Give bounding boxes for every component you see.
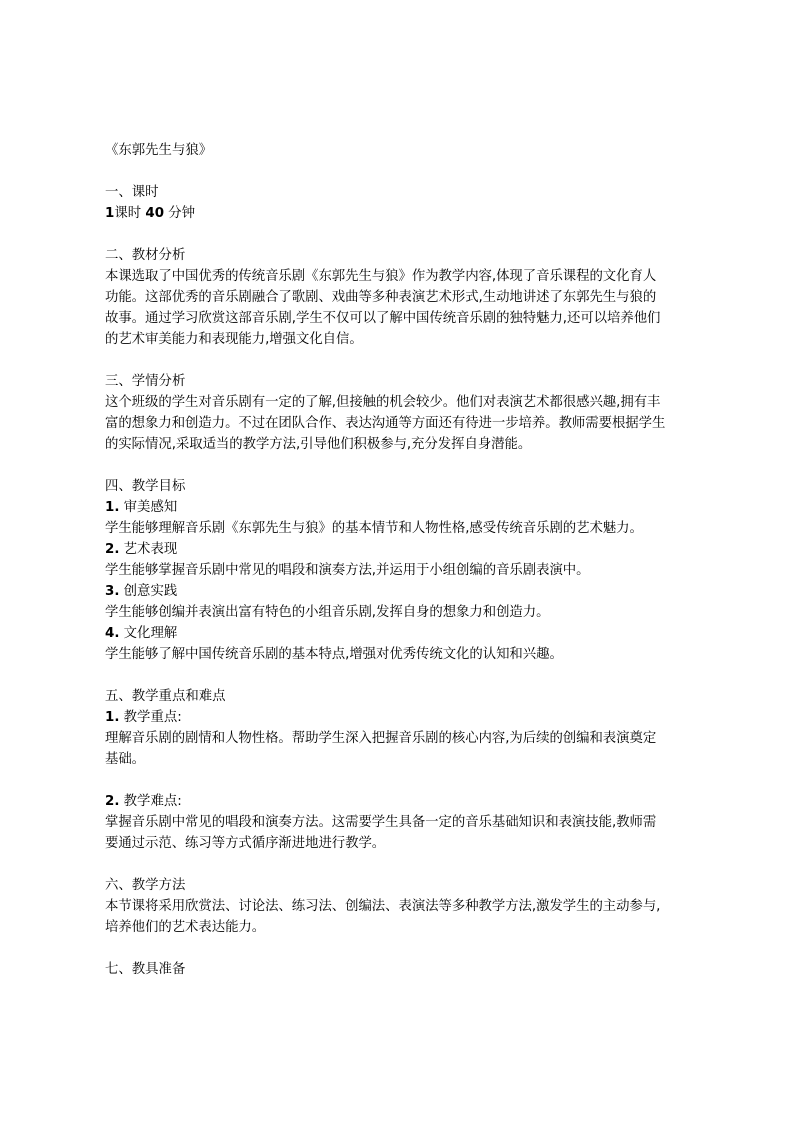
paragraph-line: 的艺术审美能力和表现能力,增强文化自信。 (105, 332, 363, 347)
difficult-point-label: 教学难点: (123, 794, 182, 809)
difficult-point-heading (105, 791, 695, 812)
class-minutes-count: 40 (145, 206, 165, 221)
goal-item-text: 学生能够创编并表演出富有特色的小组音乐剧,发挥自身的想象力和创造力。 (105, 605, 550, 620)
goal-number: 2. (105, 542, 120, 557)
spacer (105, 350, 695, 371)
paragraph-line: 功能。这部优秀的音乐剧融合了歌剧、戏曲等多种表演艺术形式,生动地讲述了东郭先生与狼的 (105, 290, 657, 305)
class-hours-value (105, 203, 695, 224)
paragraph-line: 培养他们的艺术表达能力。 (105, 920, 266, 935)
goal-item-text: 学生能够掌握音乐剧中常见的唱段和演奏方法,并运用于小组创编的音乐剧表演中。 (105, 563, 590, 578)
goal-item-heading (105, 497, 695, 518)
paragraph-line: 这个班级的学生对音乐剧有一定的了解,但接触的机会较少。他们对表演艺术都很感兴趣,拥有丰 (105, 395, 661, 410)
class-minutes-unit: 分钟 (168, 206, 196, 221)
goal-number: 3. (105, 584, 120, 599)
paragraph-line: 掌握音乐剧中常见的唱段和演奏方法。这需要学生具备一定的音乐基础知识和表演技能,教师需 (105, 815, 657, 830)
paragraph-line: 本课选取了中国优秀的传统音乐剧《东郭先生与狼》作为教学内容,体现了音乐课程的文化育人 (105, 269, 657, 284)
key-point-label: 教学重点: (123, 710, 182, 725)
goal-label: 文化理解 (123, 626, 178, 641)
section-heading-class-hours: 一、课时 (105, 185, 159, 200)
goal-item-heading (105, 623, 695, 644)
section-heading-student-analysis: 三、学情分析 (105, 374, 186, 389)
paragraph-line: 故事。通过学习欣赏这部音乐剧,学生不仅可以了解中国传统音乐剧的独特魅力,还可以培养他们 (105, 311, 661, 326)
goal-number: 1. (105, 500, 120, 515)
goal-number: 4. (105, 626, 120, 641)
spacer (105, 938, 695, 959)
goal-label: 创意实践 (123, 584, 178, 599)
spacer (105, 665, 695, 686)
paragraph-line: 要通过示范、练习等方式循序渐进地进行教学。 (105, 836, 386, 851)
class-hours-count: 1 (105, 206, 115, 221)
section-heading-key-difficult-points: 五、教学重点和难点 (105, 689, 226, 704)
goal-label: 审美感知 (123, 500, 178, 515)
class-hours-unit: 课时 (114, 206, 142, 221)
goal-item-text: 学生能够了解中国传统音乐剧的基本特点,增强对优秀传统文化的认知和兴趣。 (105, 647, 563, 662)
spacer (105, 770, 695, 791)
key-point-number: 1. (105, 710, 120, 725)
document-page (105, 140, 695, 980)
section-heading-teaching-aids: 七、教具准备 (105, 962, 186, 977)
goal-item-text: 学生能够理解音乐剧《东郭先生与狼》的基本情节和人物性格,感受传统音乐剧的艺术魅力。 (105, 521, 643, 536)
paragraph-line: 的实际情况,采取适当的教学方法,引导他们积极参与,充分发挥自身潜能。 (105, 437, 532, 452)
spacer (105, 854, 695, 875)
spacer (105, 455, 695, 476)
paragraph-line: 本节课将采用欣赏法、讨论法、练习法、创编法、表演法等多种教学方法,激发学生的主动参与, (105, 899, 661, 914)
section-heading-material-analysis: 二、教材分析 (105, 248, 186, 263)
paragraph-line: 富的想象力和创造力。不过在团队合作、表达沟通等方面还有待进一步培养。教师需要根据学生 (105, 416, 666, 431)
spacer (105, 161, 695, 182)
paragraph-line: 理解音乐剧的剧情和人物性格。帮助学生深入把握音乐剧的核心内容,为后续的创编和表演奠定 (105, 731, 657, 746)
goal-item-heading (105, 539, 695, 560)
key-point-heading (105, 707, 695, 728)
document-title: 《东郭先生与狼》 (105, 143, 213, 158)
goal-label: 艺术表现 (123, 542, 178, 557)
paragraph-line: 基础。 (105, 752, 146, 767)
section-heading-teaching-goals: 四、教学目标 (105, 479, 186, 494)
section-heading-teaching-methods: 六、教学方法 (105, 878, 186, 893)
goal-item-heading (105, 581, 695, 602)
spacer (105, 224, 695, 245)
difficult-point-number: 2. (105, 794, 120, 809)
